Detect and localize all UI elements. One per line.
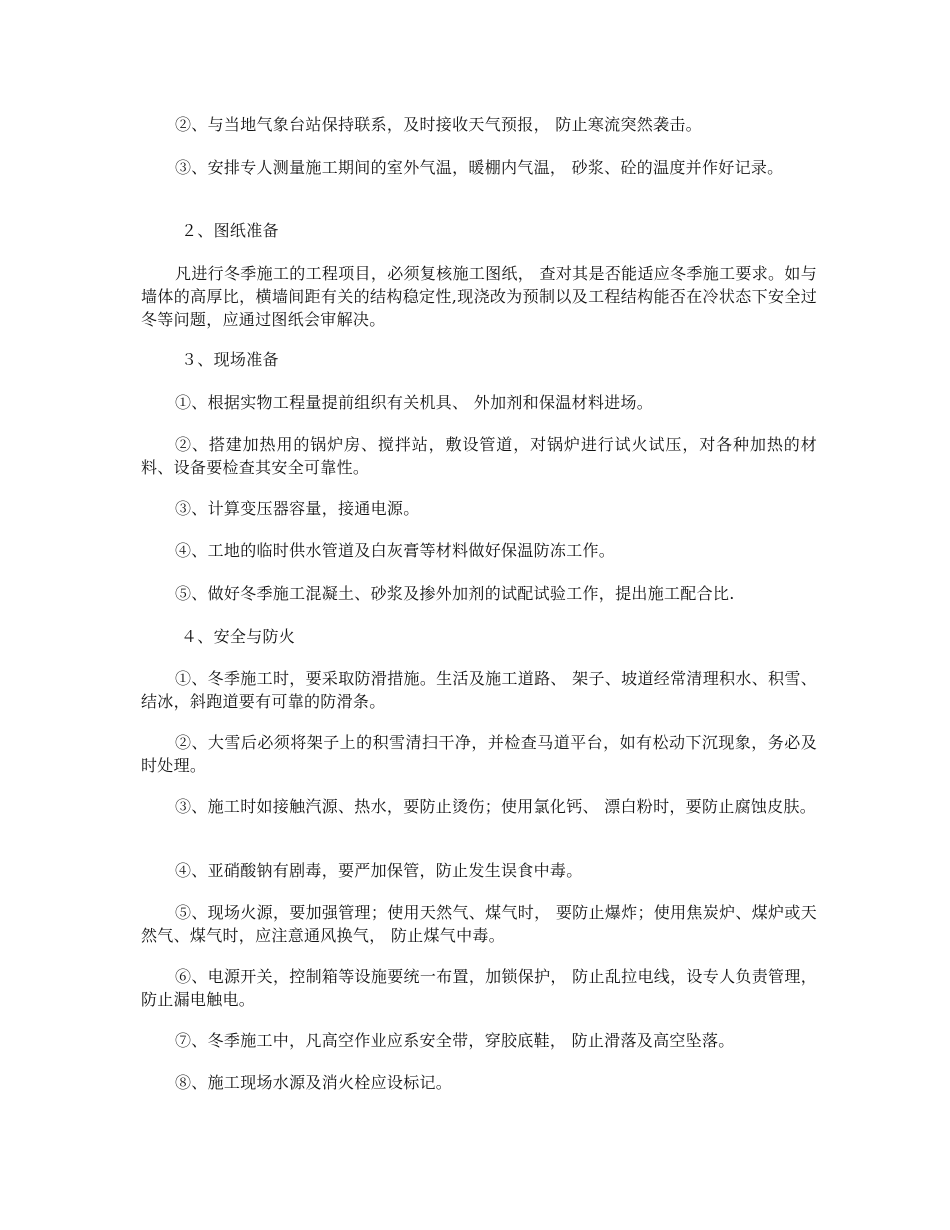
paragraph-anti-slip: ①、冬季施工时，要采取防滑措施。生活及施工道路、 架子、坡道经常清理积水、积雪、结冰，斜跑道要有可靠的防滑条。: [141, 669, 817, 711]
paragraph-height-work: ⑦、冬季施工中，凡高空作业应系安全带，穿胶底鞋， 防止滑落及高空坠落。: [175, 1031, 735, 1050]
paragraph-hydrant-marking: ⑧、施工现场水源及消火栓应设标记。: [175, 1073, 453, 1092]
paragraph-electrical: ⑥、电源开关，控制箱等设施要统一布置，加锁保护， 防止乱拉电线，设专人负责管理，防止漏电触电。: [141, 967, 817, 1009]
paragraph-temperature-record: ③、安排专人测量施工期间的室外气温，暖棚内气温， 砂浆、砼的温度并作好记录。: [175, 158, 784, 177]
paragraph-mix-trials: ⑤、做好冬季施工混凝土、砂浆及掺外加剂的试配试验工作，提出施工配合比.: [175, 584, 735, 603]
paragraph-fire-source: ⑤、现场火源，要加强管理；使用天然气、煤气时， 要防止爆炸；使用焦炭炉、煤炉或天然气、煤气时，应注意通风换气， 防止煤气中毒。: [141, 903, 817, 945]
section-heading-drawings: ２、图纸准备: [181, 221, 279, 240]
paragraph-burn-prevention: ③、施工时如接触汽源、热水，要防止烫伤；使用氯化钙、 漂白粉时，要防止腐蚀皮肤。: [175, 797, 817, 816]
section-heading-site: ３、现场准备: [181, 350, 279, 369]
paragraph-water-pipes: ④、工地的临时供水管道及白灰膏等材料做好保温防冻工作。: [175, 541, 616, 560]
paragraph-site-materials: ①、根据实物工程量提前组织有关机具、 外加剂和保温材料进场。: [175, 393, 654, 412]
section-heading-safety: ４、安全与防火: [181, 627, 296, 646]
paragraph-boiler-setup: ②、搭建加热用的锅炉房、搅拌站，敷设管道，对锅炉进行试火试压，对各种加热的材料、设备要检查其安全可靠性。: [141, 435, 817, 477]
paragraph-snow-clearing: ②、大雪后必须将架子上的积雪清扫干净，并检查马道平台，如有松动下沉现象，务必及时处理。: [141, 733, 817, 775]
paragraph-nitrite-storage: ④、亚硝酸钠有剧毒，要严加保管，防止发生误食中毒。: [175, 861, 583, 880]
paragraph-transformer: ③、计算变压器容量，接通电源。: [175, 499, 420, 518]
paragraph-weather-contact: ②、与当地气象台站保持联系，及时接收天气预报， 防止寒流突然袭击。: [175, 115, 702, 134]
paragraph-drawing-review: 凡进行冬季施工的工程项目，必须复核施工图纸， 查对其是否能适应冬季施工要求。如与墙体的高厚比，横墙间距有关的结构稳定性,现浇改为预制以及工程结构能否在冷状态下安全过冬等问题，应通过图纸会审解决。: [141, 264, 817, 329]
